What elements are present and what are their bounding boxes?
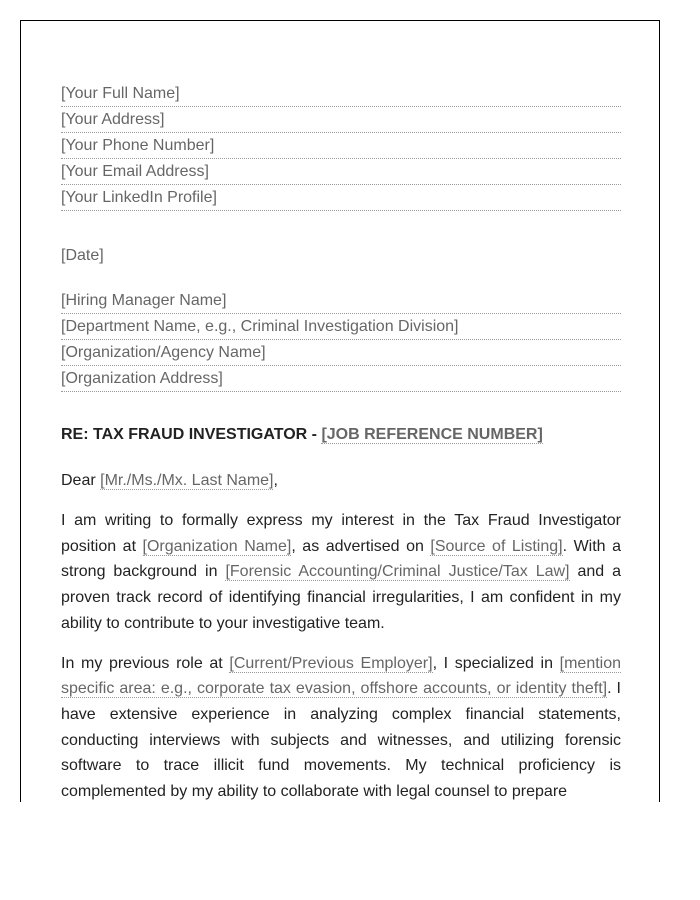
sender-email-field[interactable]: [Your Email Address] — [61, 159, 621, 185]
body-paragraph-2 — [61, 651, 621, 802]
letter-content — [61, 81, 621, 802]
p2-text-2: , I specialized in — [432, 654, 560, 672]
p1-text-1: I am writing to formally express my interest in the Tax Fraud Investigator position at — [61, 512, 621, 555]
recipient-organization-field[interactable]: [Organization/Agency Name] — [61, 340, 621, 366]
subject-prefix: RE: TAX FRAUD INVESTIGATOR - — [61, 426, 322, 443]
sender-name-field[interactable]: [Your Full Name] — [61, 81, 621, 107]
p2-text-3: . I have extensive experience in analyzing complex financial statements, conducting interviews with subjects and witnesses, and utilizing forensic software to trace illicit fund movements. My technical proficiency is complemented by my ability to collaborate with legal counsel to prepare — [61, 680, 621, 801]
sender-phone-field[interactable]: [Your Phone Number] — [61, 133, 621, 159]
sender-address-field[interactable]: [Your Address] — [61, 107, 621, 133]
p1-text-2: , as advertised on — [291, 537, 431, 555]
letter-page — [20, 20, 660, 802]
employer-field[interactable]: [Current/Previous Employer] — [229, 654, 433, 672]
salutation — [61, 468, 621, 494]
salutation-name-field[interactable]: [Mr./Ms./Mx. Last Name] — [100, 472, 274, 489]
organization-name-field[interactable]: [Organization Name] — [142, 537, 292, 555]
source-of-listing-field[interactable]: [Source of Listing] — [430, 537, 563, 555]
recipient-block — [61, 288, 621, 392]
date-field[interactable]: [Date] — [61, 247, 104, 264]
subject-line — [61, 422, 621, 448]
specific-area-field[interactable]: [mention specific area: e.g., corporate tax evasion, offshore accounts, or identity theft] — [61, 654, 622, 698]
p2-text-1: In my previous role at — [61, 654, 230, 672]
salutation-punct: , — [273, 472, 278, 489]
job-reference-field[interactable]: [JOB REFERENCE NUMBER] — [321, 426, 543, 443]
p1-text-4: and a proven track record of identifying financial irregularities, I am confident in my ability to contribute to your investigative team. — [61, 563, 622, 632]
recipient-department-field[interactable]: [Department Name, e.g., Criminal Investigation Division] — [61, 314, 621, 340]
recipient-address-field[interactable]: [Organization Address] — [61, 366, 621, 392]
background-field[interactable]: [Forensic Accounting/Criminal Justice/Tax Law] — [225, 563, 570, 581]
sender-block — [61, 81, 621, 211]
p1-text-3: . With a strong background in — [61, 537, 621, 581]
sender-linkedin-field[interactable]: [Your LinkedIn Profile] — [61, 185, 621, 211]
body-paragraph-1 — [61, 508, 621, 637]
salutation-greeting: Dear — [61, 472, 101, 489]
recipient-manager-field[interactable]: [Hiring Manager Name] — [61, 288, 621, 314]
